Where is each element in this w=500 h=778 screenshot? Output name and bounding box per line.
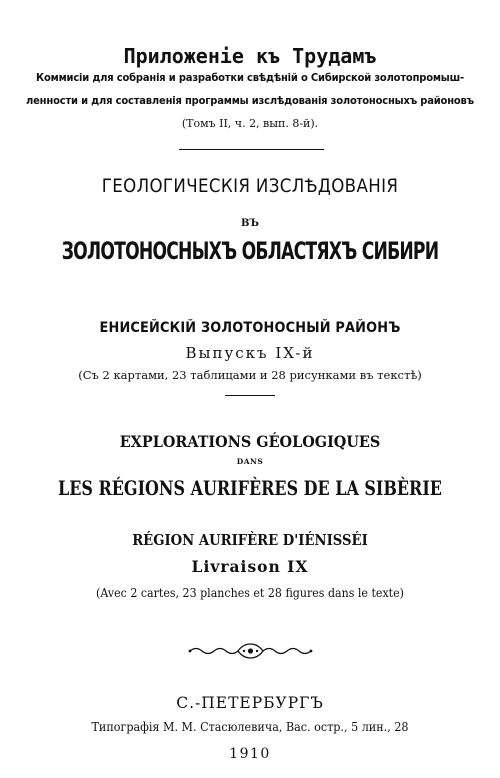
fr-contents: (Avec 2 cartes, 23 planches et 28 figures dans le texte): [96, 586, 404, 600]
ru-region: ЕНИСЕЙСКІЙ ЗОЛОТОНОСНЫЙ РАЙОНЪ: [99, 320, 401, 336]
header-title: Приложеніе къ Трудамъ: [123, 44, 377, 68]
fr-issue: Livraison IX: [191, 557, 309, 576]
imprint-year: 1910: [229, 746, 271, 762]
ru-issue: Выпускъ IX-й: [185, 344, 315, 362]
section-divider: [225, 395, 275, 396]
imprint-printer: Типографія М. М. Стасюлевича, Вас. остр., 5 лин., 28: [91, 720, 409, 734]
commission-line-1: Коммисіи для собранія и разработки свѣдѣній о Сибирской золотопромыш-: [36, 72, 464, 84]
imprint-city: С.-ПЕТЕРБУРГЪ: [176, 694, 324, 712]
volume-reference: (Томъ II, ч. 2, вып. 8-й).: [181, 117, 319, 130]
ru-main-title: ЗОЛОТОНОСНЫХЪ ОБЛАСТЯХЪ СИБИРИ: [61, 237, 439, 265]
header-divider: [179, 149, 324, 150]
ru-preposition: ВЪ: [240, 218, 260, 229]
fr-preposition: DANS: [236, 457, 264, 466]
fr-main-title: LES RÉGIONS AURIFÈRES DE LA SIBÈRIE: [58, 476, 442, 500]
commission-line-2: ленности и для составленія программы изслѣдованія золотоносныхъ районовъ: [26, 95, 474, 107]
fr-subtitle: EXPLORATIONS GÉOLOGIQUES: [119, 432, 381, 451]
fr-region: RÉGION AURIFÈRE D'IÉNISSÉI: [132, 531, 368, 549]
scroll-ornament-icon: [188, 642, 313, 660]
ru-contents: (Съ 2 картами, 23 таблицами и 28 рисунками въ текстѣ): [78, 368, 422, 382]
ru-subtitle: ГЕОЛОГИЧЕСКІЯ ИЗСЛѢДОВАНІЯ: [101, 176, 399, 197]
